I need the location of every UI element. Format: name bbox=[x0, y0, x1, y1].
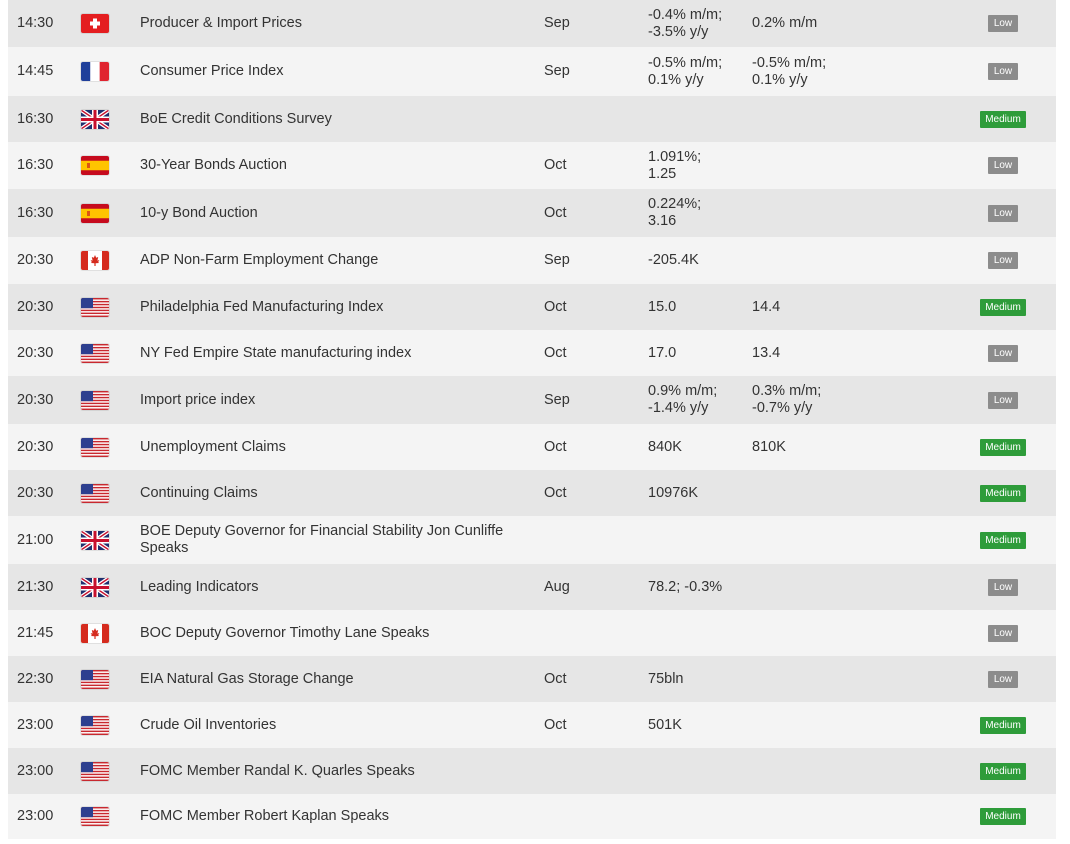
importance-badge: Medium bbox=[980, 485, 1026, 502]
uk-flag-icon bbox=[81, 110, 109, 129]
table-row[interactable] bbox=[8, 47, 1056, 96]
actual-value bbox=[648, 794, 748, 839]
previous-value bbox=[752, 748, 862, 794]
importance-badge: Low bbox=[988, 205, 1018, 222]
uk-flag-icon bbox=[81, 578, 109, 597]
actual-value: 0.224%; 3.16 bbox=[648, 196, 702, 229]
country-flag bbox=[80, 702, 110, 748]
event-name[interactable]: BOC Deputy Governor Timothy Lane Speaks bbox=[140, 624, 430, 641]
importance-badge: Low bbox=[988, 579, 1018, 596]
event-period: Sep bbox=[544, 63, 570, 79]
importance-cell bbox=[968, 564, 1038, 610]
table-row[interactable] bbox=[8, 237, 1056, 284]
previous-value bbox=[752, 516, 862, 564]
previous-value: 810K bbox=[752, 438, 786, 455]
country-flag bbox=[80, 96, 110, 142]
event-period: Oct bbox=[544, 157, 567, 173]
table-row[interactable] bbox=[8, 284, 1056, 330]
importance-badge: Medium bbox=[980, 763, 1026, 780]
importance-badge: Medium bbox=[980, 299, 1026, 316]
previous-value bbox=[752, 794, 862, 839]
table-row[interactable] bbox=[8, 142, 1056, 189]
previous-value bbox=[752, 470, 862, 516]
importance-badge: Low bbox=[988, 392, 1018, 409]
event-time: 23:00 bbox=[17, 808, 54, 824]
table-row[interactable] bbox=[8, 702, 1056, 748]
importance-badge: Medium bbox=[980, 439, 1026, 456]
previous-value bbox=[752, 96, 862, 142]
event-time: 14:30 bbox=[17, 15, 54, 31]
spain-flag-icon bbox=[81, 204, 109, 223]
usa-flag-icon bbox=[81, 298, 109, 317]
country-flag bbox=[80, 424, 110, 470]
previous-value: 14.4 bbox=[752, 298, 781, 315]
spain-flag-icon bbox=[81, 156, 109, 175]
event-name[interactable]: 10-y Bond Auction bbox=[140, 204, 258, 221]
table-row[interactable] bbox=[8, 516, 1056, 564]
previous-value bbox=[752, 610, 862, 656]
actual-value bbox=[648, 516, 748, 564]
event-time: 20:30 bbox=[17, 391, 54, 408]
importance-cell bbox=[968, 0, 1038, 47]
event-period bbox=[544, 96, 604, 142]
table-row[interactable] bbox=[8, 470, 1056, 516]
importance-cell bbox=[968, 376, 1038, 424]
country-flag bbox=[80, 142, 110, 189]
country-flag bbox=[80, 189, 110, 237]
actual-value: -205.4K bbox=[648, 252, 699, 268]
table-row[interactable] bbox=[8, 330, 1056, 376]
table-row[interactable] bbox=[8, 564, 1056, 610]
country-flag bbox=[80, 516, 110, 564]
country-flag bbox=[80, 47, 110, 96]
country-flag bbox=[80, 610, 110, 656]
country-flag bbox=[80, 470, 110, 516]
table-row[interactable] bbox=[8, 424, 1056, 470]
event-name[interactable]: EIA Natural Gas Storage Change bbox=[140, 670, 354, 687]
canada-flag-icon bbox=[81, 251, 109, 270]
event-time: 20:30 bbox=[17, 484, 54, 501]
importance-cell bbox=[968, 330, 1038, 376]
importance-cell bbox=[968, 424, 1038, 470]
economic-calendar-table bbox=[8, 0, 1056, 839]
event-period: Aug bbox=[544, 578, 570, 595]
importance-badge: Medium bbox=[980, 111, 1026, 128]
event-period: Oct bbox=[544, 204, 567, 221]
actual-value: 75bln bbox=[648, 670, 684, 687]
france-flag-icon bbox=[81, 62, 109, 81]
usa-flag-icon bbox=[81, 391, 109, 410]
event-name[interactable]: Leading Indicators bbox=[140, 578, 259, 595]
importance-badge: Low bbox=[988, 252, 1018, 269]
event-name[interactable]: Producer & Import Prices bbox=[140, 15, 302, 31]
usa-flag-icon bbox=[81, 484, 109, 503]
previous-value bbox=[752, 656, 862, 702]
event-time: 23:00 bbox=[17, 762, 54, 779]
event-period: Oct bbox=[544, 438, 567, 455]
usa-flag-icon bbox=[81, 438, 109, 457]
importance-badge: Low bbox=[988, 345, 1018, 362]
previous-value bbox=[752, 702, 862, 748]
importance-badge: Low bbox=[988, 15, 1018, 32]
usa-flag-icon bbox=[81, 344, 109, 363]
actual-value: 501K bbox=[648, 716, 682, 733]
event-name[interactable]: Import price index bbox=[140, 391, 256, 408]
event-name[interactable]: FOMC Member Robert Kaplan Speaks bbox=[140, 808, 390, 824]
importance-cell bbox=[968, 470, 1038, 516]
importance-cell bbox=[968, 47, 1038, 96]
event-period: Oct bbox=[544, 344, 567, 361]
table-row[interactable] bbox=[8, 189, 1056, 237]
event-time: 21:00 bbox=[17, 531, 54, 548]
event-name[interactable]: ADP Non-Farm Employment Change bbox=[140, 252, 379, 268]
importance-badge: Medium bbox=[980, 808, 1026, 825]
country-flag bbox=[80, 656, 110, 702]
actual-value bbox=[648, 748, 748, 794]
event-time: 20:30 bbox=[17, 252, 54, 268]
country-flag bbox=[80, 794, 110, 839]
actual-value: 10976K bbox=[648, 484, 698, 501]
table-row[interactable] bbox=[8, 794, 1056, 839]
importance-cell bbox=[968, 702, 1038, 748]
previous-value: 0.3% m/m; -0.7% y/y bbox=[752, 383, 822, 416]
importance-cell bbox=[968, 794, 1038, 839]
actual-value bbox=[648, 96, 748, 142]
country-flag bbox=[80, 748, 110, 794]
usa-flag-icon bbox=[81, 670, 109, 689]
importance-cell bbox=[968, 610, 1038, 656]
previous-value bbox=[752, 189, 862, 237]
actual-value: 840K bbox=[648, 438, 682, 455]
event-name[interactable]: Unemployment Claims bbox=[140, 438, 286, 455]
actual-value: 17.0 bbox=[648, 344, 677, 361]
table-row[interactable] bbox=[8, 376, 1056, 424]
importance-cell bbox=[968, 189, 1038, 237]
country-flag bbox=[80, 376, 110, 424]
country-flag bbox=[80, 564, 110, 610]
event-time: 20:30 bbox=[17, 344, 54, 361]
actual-value: -0.4% m/m; -3.5% y/y bbox=[648, 6, 723, 40]
importance-badge: Medium bbox=[980, 532, 1026, 549]
country-flag bbox=[80, 284, 110, 330]
event-name[interactable]: Continuing Claims bbox=[140, 484, 258, 501]
importance-cell bbox=[968, 516, 1038, 564]
actual-value bbox=[648, 610, 748, 656]
event-name[interactable]: Philadelphia Fed Manufacturing Index bbox=[140, 298, 384, 315]
importance-cell bbox=[968, 656, 1038, 702]
importance-cell bbox=[968, 96, 1038, 142]
event-period: Oct bbox=[544, 670, 567, 687]
event-name[interactable]: Consumer Price Index bbox=[140, 63, 284, 79]
previous-value: 0.2% m/m bbox=[752, 15, 818, 31]
actual-value: 1.091%; 1.25 bbox=[648, 148, 702, 182]
event-period bbox=[544, 610, 604, 656]
importance-cell bbox=[968, 237, 1038, 284]
event-time: 14:45 bbox=[17, 63, 54, 79]
importance-badge: Low bbox=[988, 671, 1018, 688]
event-time: 22:30 bbox=[17, 670, 54, 687]
switzerland-flag-icon bbox=[81, 14, 109, 33]
actual-value: 0.9% m/m; -1.4% y/y bbox=[648, 383, 718, 416]
event-time: 23:00 bbox=[17, 716, 54, 733]
importance-badge: Medium bbox=[980, 717, 1026, 734]
country-flag bbox=[80, 0, 110, 47]
importance-badge: Low bbox=[988, 157, 1018, 174]
event-period: Sep bbox=[544, 252, 570, 268]
country-flag bbox=[80, 330, 110, 376]
table-row[interactable] bbox=[8, 610, 1056, 656]
table-row[interactable] bbox=[8, 0, 1056, 47]
event-name[interactable]: BOE Deputy Governor for Financial Stability Jon Cunliffe Speaks bbox=[140, 523, 504, 556]
event-time: 16:30 bbox=[17, 110, 54, 127]
usa-flag-icon bbox=[81, 807, 109, 826]
event-name[interactable]: FOMC Member Randal K. Quarles Speaks bbox=[140, 762, 415, 779]
usa-flag-icon bbox=[81, 762, 109, 781]
event-period: Sep bbox=[544, 15, 570, 31]
event-time: 16:30 bbox=[17, 157, 54, 173]
actual-value: -0.5% m/m; 0.1% y/y bbox=[648, 54, 723, 88]
event-name[interactable]: 30-Year Bonds Auction bbox=[140, 157, 287, 173]
event-period bbox=[544, 516, 604, 564]
previous-value bbox=[752, 142, 862, 189]
event-period: Oct bbox=[544, 484, 567, 501]
event-time: 20:30 bbox=[17, 298, 54, 315]
previous-value bbox=[752, 237, 862, 284]
actual-value: 15.0 bbox=[648, 298, 677, 315]
event-name[interactable]: Crude Oil Inventories bbox=[140, 716, 277, 733]
importance-cell bbox=[968, 748, 1038, 794]
event-period: Oct bbox=[544, 716, 567, 733]
event-name[interactable]: BoE Credit Conditions Survey bbox=[140, 110, 332, 127]
event-name[interactable]: NY Fed Empire State manufacturing index bbox=[140, 344, 412, 361]
importance-badge: Low bbox=[988, 63, 1018, 80]
event-time: 21:45 bbox=[17, 624, 54, 641]
event-period: Oct bbox=[544, 298, 567, 315]
previous-value bbox=[752, 564, 862, 610]
previous-value: -0.5% m/m; 0.1% y/y bbox=[752, 54, 827, 88]
importance-badge: Low bbox=[988, 625, 1018, 642]
country-flag bbox=[80, 237, 110, 284]
usa-flag-icon bbox=[81, 716, 109, 735]
uk-flag-icon bbox=[81, 531, 109, 550]
event-time: 20:30 bbox=[17, 438, 54, 455]
table-row[interactable] bbox=[8, 656, 1056, 702]
event-period bbox=[544, 794, 604, 839]
event-period bbox=[544, 748, 604, 794]
actual-value: 78.2; -0.3% bbox=[648, 578, 723, 595]
table-row[interactable] bbox=[8, 748, 1056, 794]
event-period: Sep bbox=[544, 391, 570, 408]
table-row[interactable] bbox=[8, 96, 1056, 142]
previous-value: 13.4 bbox=[752, 344, 781, 361]
event-time: 16:30 bbox=[17, 204, 54, 221]
event-time: 21:30 bbox=[17, 578, 54, 595]
importance-cell bbox=[968, 284, 1038, 330]
canada-flag-icon bbox=[81, 624, 109, 643]
importance-cell bbox=[968, 142, 1038, 189]
